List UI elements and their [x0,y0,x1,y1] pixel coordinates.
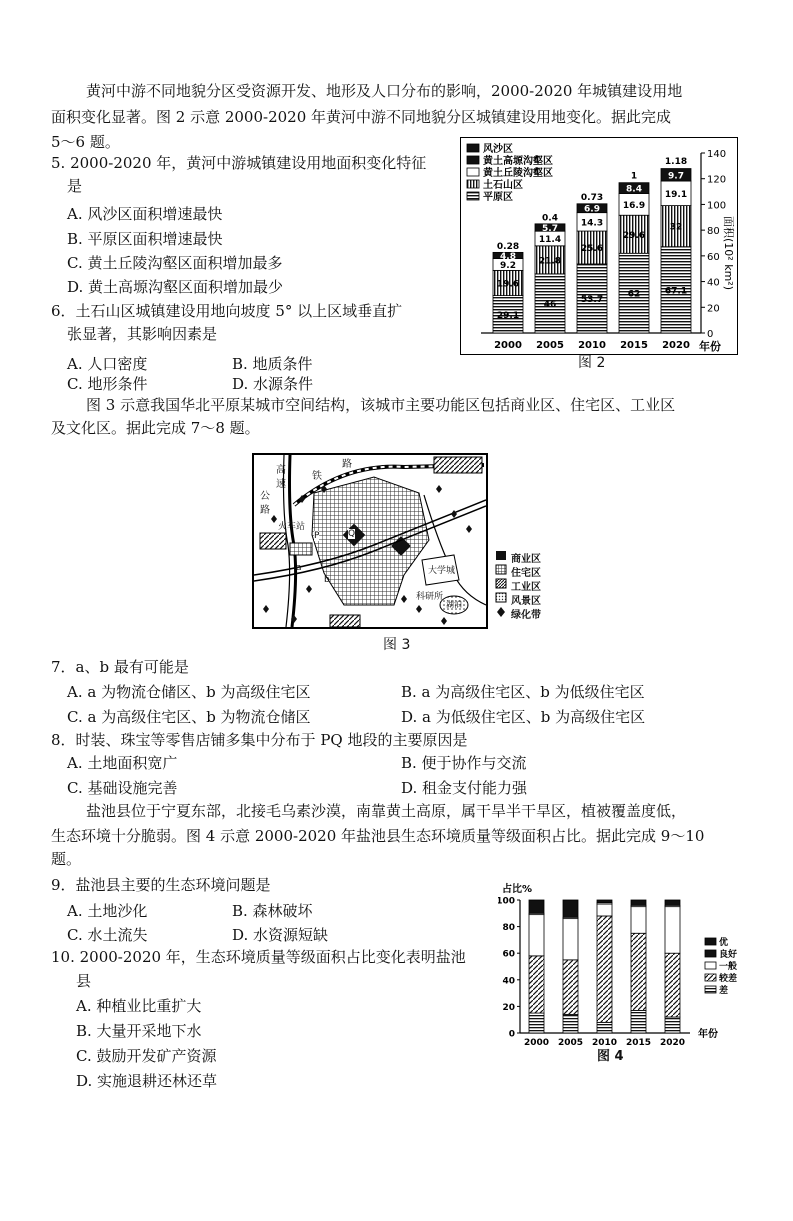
q10-option-a[interactable]: A. 种植业比重扩大 [76,997,202,1015]
fig4-bar-segment [631,1010,646,1033]
fig4-bar-segment [529,1013,544,1033]
fig2-x-tick-label: 2010 [578,340,606,351]
map-label-lake: 湖泊 [446,600,462,609]
map-label-station: 火车站 [278,522,306,532]
map-label-lu: 路 [260,505,270,516]
fig2-value-label: 67.1 [664,286,688,297]
q8-option-b[interactable]: B. 便于协作与交流 [401,754,527,772]
figure-4-caption: 图 4 [597,1049,624,1064]
fig2-value-label: 0.73 [580,192,604,203]
figure-3-caption: 图 3 [383,637,411,653]
map-label-p: P [314,531,320,541]
figure-2 [460,137,738,355]
q10-stem: 10. 2000-2020 年，生态环境质量等级面积占比变化表明盐池 [51,948,466,966]
q6-option-c[interactable]: C. 地形条件 [67,375,148,393]
q9-option-b[interactable]: B. 森林破坏 [232,902,313,920]
fig2-value-label: 9.2 [500,260,516,271]
fig2-y-tick-label: 100 [707,200,727,212]
fig4-x-tick-label: 2005 [557,1038,584,1048]
fig4-legend-label: 差 [719,986,729,996]
q5-stem: 5. 2000-2020 年，黄河中游城镇建设用地面积变化特征 [51,154,427,172]
map-label-gao: 高 [276,465,286,476]
fig2-legend-swatch [467,144,479,152]
fig2-value-label: 62 [627,289,641,300]
figure-2-chart [461,138,737,354]
q5-stem-cont: 是 [67,177,83,195]
fig2-value-label: 0.4 [542,213,558,224]
industrial-s [330,615,360,627]
fig2-value-label: 0.28 [496,242,520,253]
q7-option-b[interactable]: B. a 为高级住宅区、b 为低级住宅区 [401,683,645,701]
legend-greenbelt: 绿化带 [511,610,541,621]
fig2-value-label: 1.18 [664,157,688,168]
fig2-y-tick-label: 20 [707,303,720,315]
fig4-y-tick-label: 0 [508,1029,515,1040]
fig2-value-label: 6.9 [584,204,600,215]
q10-stem-cont: 县 [76,972,92,990]
q5-option-b[interactable]: B. 平原区面积增速最快 [67,230,223,248]
q9-stem: 9．盐池县主要的生态环境问题是 [51,876,271,894]
fig2-y-tick-label: 40 [707,277,720,289]
fig4-bar-segment [597,1022,612,1033]
fig4-x-tick-label: 2010 [591,1038,618,1048]
legend-scenic: 风景区 [511,596,541,607]
legend-commercial: 商业区 [511,554,541,565]
figure-2-caption: 图 2 [578,355,606,371]
fig2-value-label: 11.4 [538,235,562,245]
figure-4-y-axis-label: 占比% [502,884,533,895]
fig2-legend-swatch [467,156,479,164]
fig2-legend-label: 土石山区 [483,180,523,191]
intro3-line-1: 盐池县位于宁夏东部，北接毛乌素沙漠，南靠黄土高原，属干旱半干旱区，植被覆盖度低， [86,802,687,820]
fig2-legend-label: 黄土丘陵沟壑区 [483,168,553,179]
q9-option-d[interactable]: D. 水资源短缺 [232,926,329,944]
fig2-y-tick-label: 0 [707,329,714,340]
fig4-bar-segment [563,900,578,917]
figure-2-y-axis-label: 面积(10² km²) [722,216,735,290]
fig4-bar-segment [563,960,578,1015]
q8-option-d[interactable]: D. 租金支付能力强 [401,779,528,797]
fig2-x-tick-label: 2020 [662,340,690,351]
fig4-bar-segment [529,900,544,913]
fig2-value-label: 32 [669,222,683,233]
fig4-legend-swatch [705,950,716,957]
fig4-bar-segment [665,953,680,1017]
fig2-y-tick-label: 80 [707,226,720,238]
fig2-value-label: 9.7 [668,171,684,182]
fig2-value-label: 21.8 [538,256,562,267]
q9-option-c[interactable]: C. 水土流失 [67,926,148,944]
figure-4 [498,880,768,1070]
fig2-legend-label: 平原区 [483,192,513,203]
fig4-y-tick-label: 40 [502,976,515,987]
q5-option-a[interactable]: A. 风沙区面积增速最快 [67,205,223,223]
q7-stem: 7．a、b 最有可能是 [51,658,189,676]
fig4-bar-segment [597,904,612,916]
intro3-line-3: 题。 [51,850,82,868]
figure-3-map [252,453,488,629]
fig2-value-label: 19.6 [496,279,520,290]
fig4-bar-segment [597,916,612,1022]
fig2-value-label: 29.6 [622,230,646,241]
q5-option-c[interactable]: C. 黄土丘陵沟壑区面积增加最多 [67,254,283,272]
figure-4-chart [498,880,768,1052]
map-label-university: 大学城 [428,566,456,576]
map-label-research: 科研所 [416,592,444,602]
q6-option-d[interactable]: D. 水源条件 [232,375,314,393]
fig2-legend-label: 黄土高塬沟壑区 [483,156,553,167]
q6-stem-cont: 张显著，其影响因素是 [67,325,218,343]
figure-2-x-unit: 年份 [699,340,721,353]
fig4-legend-label: 较差 [719,974,738,984]
map-label-lu2: 路 [342,459,352,470]
legend-residential: 住宅区 [511,568,541,579]
fig2-value-label: 53.7 [580,294,604,305]
q10-option-c[interactable]: C. 鼓励开发矿产资源 [76,1047,217,1065]
map-label-su: 速 [276,479,286,490]
q8-option-a[interactable]: A. 土地面积宽广 [67,754,178,772]
fig2-x-tick-label: 2000 [494,340,522,351]
fig2-value-label: 19.1 [664,189,688,200]
intro-line-3: 5～6 题。 [51,133,120,151]
fig2-value-label: 29.1 [496,310,520,321]
intro2-line-2: 及文化区。据此完成 7～8 题。 [51,419,260,437]
map-label-q: Q [348,529,356,539]
fig4-bar-segment [665,900,680,905]
fig2-value-label: 14.3 [580,218,604,229]
q8-stem: 8．时装、珠宝等零售店铺多集中分布于 PQ 地段的主要原因是 [51,731,468,749]
q6-option-b[interactable]: B. 地质条件 [232,355,313,373]
fig2-y-tick-label: 60 [707,251,720,263]
fig4-legend-swatch [705,938,716,945]
q5-option-d[interactable]: D. 黄土高塬沟壑区面积增加最少 [67,278,284,296]
fig2-legend-swatch [467,192,479,200]
q9-option-a[interactable]: A. 土地沙化 [67,902,148,920]
fig2-x-tick-label: 2015 [620,340,648,351]
fig4-legend-label: 优 [719,938,729,948]
q8-option-c[interactable]: C. 基础设施完善 [67,779,178,797]
q6-option-a[interactable]: A. 人口密度 [67,355,148,373]
fig4-bar-segment [597,900,612,903]
fig2-value-label: 4.8 [500,251,516,262]
fig2-value-label: 16.9 [622,200,646,211]
fig2-x-tick-label: 2005 [536,340,564,351]
fig2-legend-swatch [467,168,479,176]
map-label-a: a [296,563,302,573]
q7-option-a[interactable]: A. a 为物流仓储区、b 为高级住宅区 [67,683,311,701]
fig2-value-label: 46 [543,299,557,310]
fig4-legend-swatch [705,962,716,969]
fig4-bar-segment [529,956,544,1013]
intro-line-1: 黄河中游不同地貌分区受资源开发、地形及人口分布的影响，2000-2020 年城镇建设用地 [86,82,683,100]
fig2-y-tick-label: 140 [707,149,727,160]
fig4-legend-label: 良好 [719,950,738,960]
map-label-gong: 公 [260,491,270,502]
fig4-x-tick-label: 2000 [523,1038,550,1048]
fig4-bar-segment [665,907,680,954]
intro2-line-1: 图 3 示意我国华北平原某城市空间结构，该城市主要功能区包括商业区、住宅区、工业区 [86,396,676,414]
map-label-b: b [324,575,330,585]
q10-option-b[interactable]: B. 大量开采地下水 [76,1022,202,1040]
fig4-bar-segment [529,915,544,956]
fig4-y-tick-label: 60 [502,949,515,960]
fig4-x-tick-label: 2015 [625,1038,652,1048]
fig4-legend-swatch [705,974,716,981]
fig4-bar-segment [631,900,646,905]
intro3-line-2: 生态环境十分脆弱。图 4 示意 2000-2020 年盐池县生态环境质量等级面积占比。据此完成 9～10 [51,827,705,845]
fig2-value-label: 1 [630,171,638,182]
fig4-bar-segment [665,1017,680,1033]
q7-option-d[interactable]: D. a 为低级住宅区、b 为高级住宅区 [401,708,646,726]
fig2-value-label: 5.7 [542,224,558,235]
fig2-legend-swatch [467,180,479,188]
legend-industrial: 工业区 [511,582,541,593]
fig4-y-tick-label: 100 [498,896,515,907]
fig2-y-tick-label: 120 [707,174,727,186]
q6-stem: 6．土石山区城镇建设用地向坡度 5° 以上区域垂直扩 [51,302,403,320]
fig2-legend-label: 风沙区 [483,144,513,155]
fig4-bar-segment [563,919,578,960]
fig4-x-tick-label: 2020 [659,1038,686,1048]
industrial-ne [434,457,482,473]
figure-4-x-unit: 年份 [698,1029,718,1040]
q7-option-c[interactable]: C. a 为高级住宅区、b 为物流仓储区 [67,708,311,726]
fig2-value-label: 8.4 [626,184,642,195]
intro-line-2: 面积变化显著。图 2 示意 2000-2020 年黄河中游不同地貌分区城镇建设用地变化。据此完成 [51,108,672,126]
industrial-a [260,533,286,549]
fig2-value-label: 25.6 [580,244,604,254]
fig4-legend-label: 一般 [719,962,738,972]
residential-area [312,477,429,605]
map-label-tie: 铁 [312,471,322,482]
fig4-legend-swatch [705,986,716,993]
fig4-y-tick-label: 20 [502,1002,515,1013]
fig4-bar-segment [631,907,646,934]
fig4-bar-segment [631,933,646,1010]
q10-option-d[interactable]: D. 实施退耕还林还草 [76,1072,218,1090]
fig4-bar-segment [563,1014,578,1033]
fig4-y-tick-label: 80 [502,923,515,934]
